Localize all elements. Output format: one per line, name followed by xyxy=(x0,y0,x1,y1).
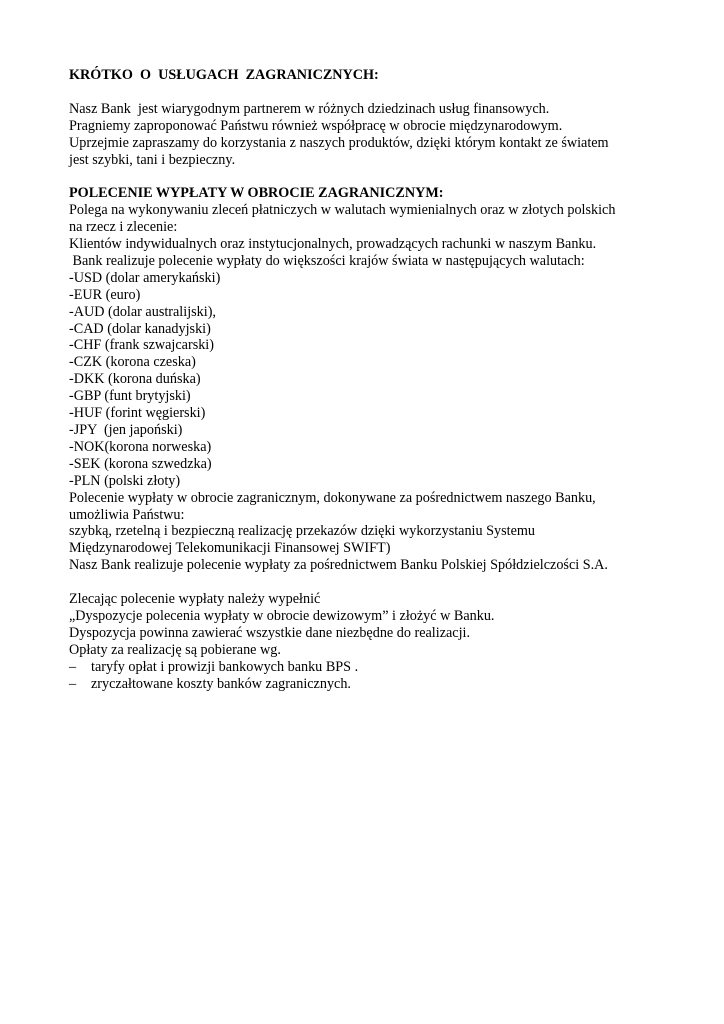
document-title: KRÓTKO O USŁUGACH ZAGRANICZNYCH: xyxy=(69,67,379,83)
currency-item: -SEK (korona szwedzka) xyxy=(69,455,212,472)
currency-item: -CHF (frank szwajcarski) xyxy=(69,337,214,354)
spacer xyxy=(69,574,669,591)
intro-line: Nasz Bank jest wiarygodnym partnerem w różnych dziedzinach usług finansowych. xyxy=(69,100,550,117)
swift-paragraph xyxy=(69,490,669,575)
currency-item: -HUF (forint węgierski) xyxy=(69,405,206,422)
currency-item: -PLN (polski złoty) xyxy=(69,472,181,489)
swift-line: szybką, rzetelną i bezpieczną realizację przekazów dzięki wykorzystaniu Systemu xyxy=(69,523,535,540)
fees-list xyxy=(69,659,669,693)
description-line: Klientów indywidualnych oraz instytucjonalnych, prowadzących rachunki w naszym Banku. xyxy=(69,236,597,253)
description-line: Polega na wykonywaniu zleceń płatniczych w walutach wymienialnych oraz w złotych polskich xyxy=(69,202,616,219)
currency-item: -DKK (korona duńska) xyxy=(69,371,201,388)
description-line: na rzecz i zlecenie: xyxy=(69,219,178,236)
section-heading: POLECENIE WYPŁATY W OBROCIE ZAGRANICZNYM: xyxy=(69,185,444,202)
instruction-line: Zlecając polecenie wypłaty należy wypełnić xyxy=(69,591,321,608)
currency-item: -USD (dolar amerykański) xyxy=(69,269,221,286)
intro-line: Uprzejmie zapraszamy do korzystania z naszych produktów, dzięki którym kontakt ze światem xyxy=(69,134,609,151)
currency-item: -EUR (euro) xyxy=(69,286,141,303)
currency-item: -CAD (dolar kanadyjski) xyxy=(69,320,211,337)
currency-item: -NOK(korona norweska) xyxy=(69,438,212,455)
instructions-paragraph xyxy=(69,591,669,659)
fee-item-text: taryfy opłat i prowizji bankowych banku BPS . xyxy=(91,658,359,675)
currency-item: -GBP (funt brytyjski) xyxy=(69,388,191,405)
currency-item: -AUD (dolar australijski), xyxy=(69,303,216,320)
fee-item-text: zryczałtowane koszty banków zagranicznych. xyxy=(91,675,351,692)
instruction-line: Opłaty za realizację są pobierane wg. xyxy=(69,641,281,658)
intro-line: Pragniemy zaproponować Państwu również współpracę w obrocie międzynarodowym. xyxy=(69,117,563,134)
currency-list xyxy=(69,270,669,490)
swift-line: umożliwia Państwu: xyxy=(69,506,185,523)
description-line: Bank realizuje polecenie wypłaty do większości krajów świata w następujących walutach: xyxy=(69,252,585,269)
intro-paragraph xyxy=(69,101,669,169)
description-paragraph xyxy=(69,202,669,270)
currency-item: -JPY (jen japoński) xyxy=(69,422,183,438)
instruction-line: „Dyspozycje polecenia wypłaty w obrocie dewizowym” i złożyć w Banku. xyxy=(69,607,495,624)
spacer xyxy=(69,168,669,185)
fee-item xyxy=(69,676,669,693)
dash-bullet: – xyxy=(69,675,77,692)
spacer xyxy=(69,84,669,101)
swift-line: Nasz Bank realizuje polecenie wypłaty za pośrednictwem Banku Polskiej Spółdzielczości S.A. xyxy=(69,557,608,574)
dash-bullet: – xyxy=(69,658,77,675)
document-page xyxy=(69,67,669,692)
fee-item xyxy=(69,659,669,676)
swift-line: Międzynarodowej Telekomunikacji Finansowej SWIFT) xyxy=(69,540,391,557)
instruction-line: Dyspozycja powinna zawierać wszystkie dane niezbędne do realizacji. xyxy=(69,624,471,641)
currency-item: -CZK (korona czeska) xyxy=(69,354,196,371)
swift-line: Polecenie wypłaty w obrocie zagranicznym, dokonywane za pośrednictwem naszego Banku, xyxy=(69,489,596,506)
intro-line: jest szybki, tani i bezpieczny. xyxy=(69,151,236,168)
